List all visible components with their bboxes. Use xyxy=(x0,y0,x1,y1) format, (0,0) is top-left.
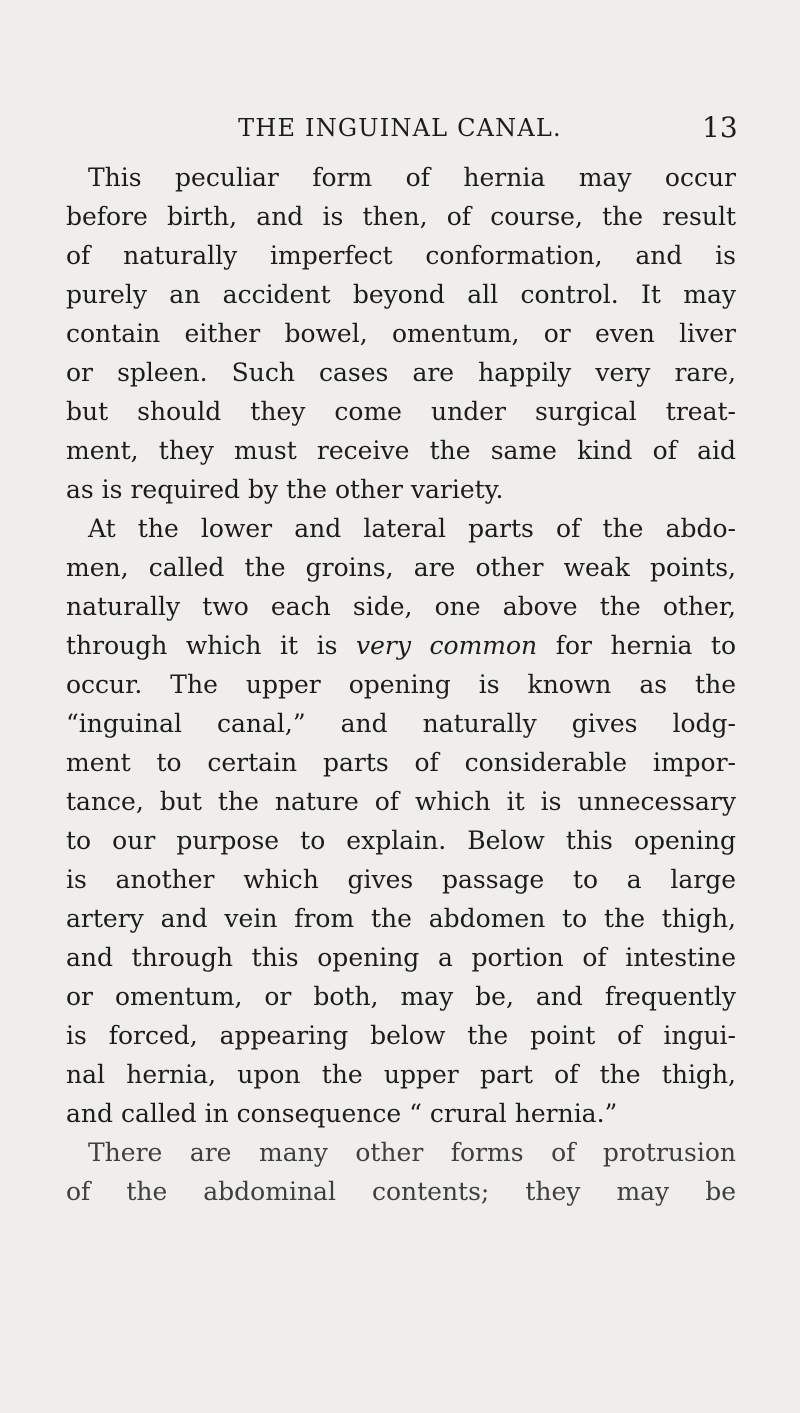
text-line: is forced, appearing below the point of ingui- xyxy=(66,1021,736,1050)
text-line: nal hernia, upon the upper part of the thigh, xyxy=(66,1060,736,1089)
text-line: or spleen. Such cases are happily very rare, xyxy=(66,358,736,387)
text-line: occur. The upper opening is known as the xyxy=(66,670,736,699)
text-line: and through this opening a portion of intestine xyxy=(66,943,736,972)
text-line: tance, but the nature of which it is unnecessary xyxy=(66,787,736,816)
italic-phrase: very common xyxy=(356,631,538,660)
text-line: naturally two each side, one above the other, xyxy=(66,592,736,621)
text-line: or omentum, or both, may be, and frequently xyxy=(66,982,736,1011)
text-line: purely an accident beyond all control. It may xyxy=(66,280,736,309)
page-header xyxy=(0,106,800,150)
text-line: before birth, and is then, of course, the result xyxy=(66,202,736,231)
text-line: men, called the groins, are other weak points, xyxy=(66,553,736,582)
text-line: and called in consequence “ crural hernia.” xyxy=(66,1099,618,1128)
text-line: but should they come under surgical treat- xyxy=(66,397,736,426)
text-line: ment, they must receive the same kind of aid xyxy=(66,436,736,465)
text-line: of naturally imperfect conformation, and is xyxy=(66,241,736,270)
text-line: This peculiar form of hernia may occur xyxy=(88,163,736,192)
text-line: to our purpose to explain. Below this opening xyxy=(66,826,736,855)
body-text xyxy=(66,158,736,1211)
text-segment: for hernia to xyxy=(537,631,736,660)
text-line: of the abdominal contents; they may be xyxy=(66,1177,736,1206)
text-segment: through which it is xyxy=(66,631,356,660)
text-line: is another which gives passage to a large xyxy=(66,865,736,894)
text-line: artery and vein from the abdomen to the thigh, xyxy=(66,904,736,933)
running-head: THE INGUINAL CANAL. xyxy=(238,114,562,142)
text-line-emphasis xyxy=(66,626,736,665)
text-line: as is required by the other variety. xyxy=(66,475,504,504)
text-line: “inguinal canal,” and naturally gives lodg- xyxy=(66,709,736,738)
text-line: At the lower and lateral parts of the abdo- xyxy=(88,514,736,543)
text-line: ment to certain parts of considerable impor- xyxy=(66,748,736,777)
text-line: contain either bowel, omentum, or even liver xyxy=(66,319,736,348)
page-number: 13 xyxy=(702,111,738,144)
text-line: There are many other forms of protrusion xyxy=(88,1138,736,1167)
